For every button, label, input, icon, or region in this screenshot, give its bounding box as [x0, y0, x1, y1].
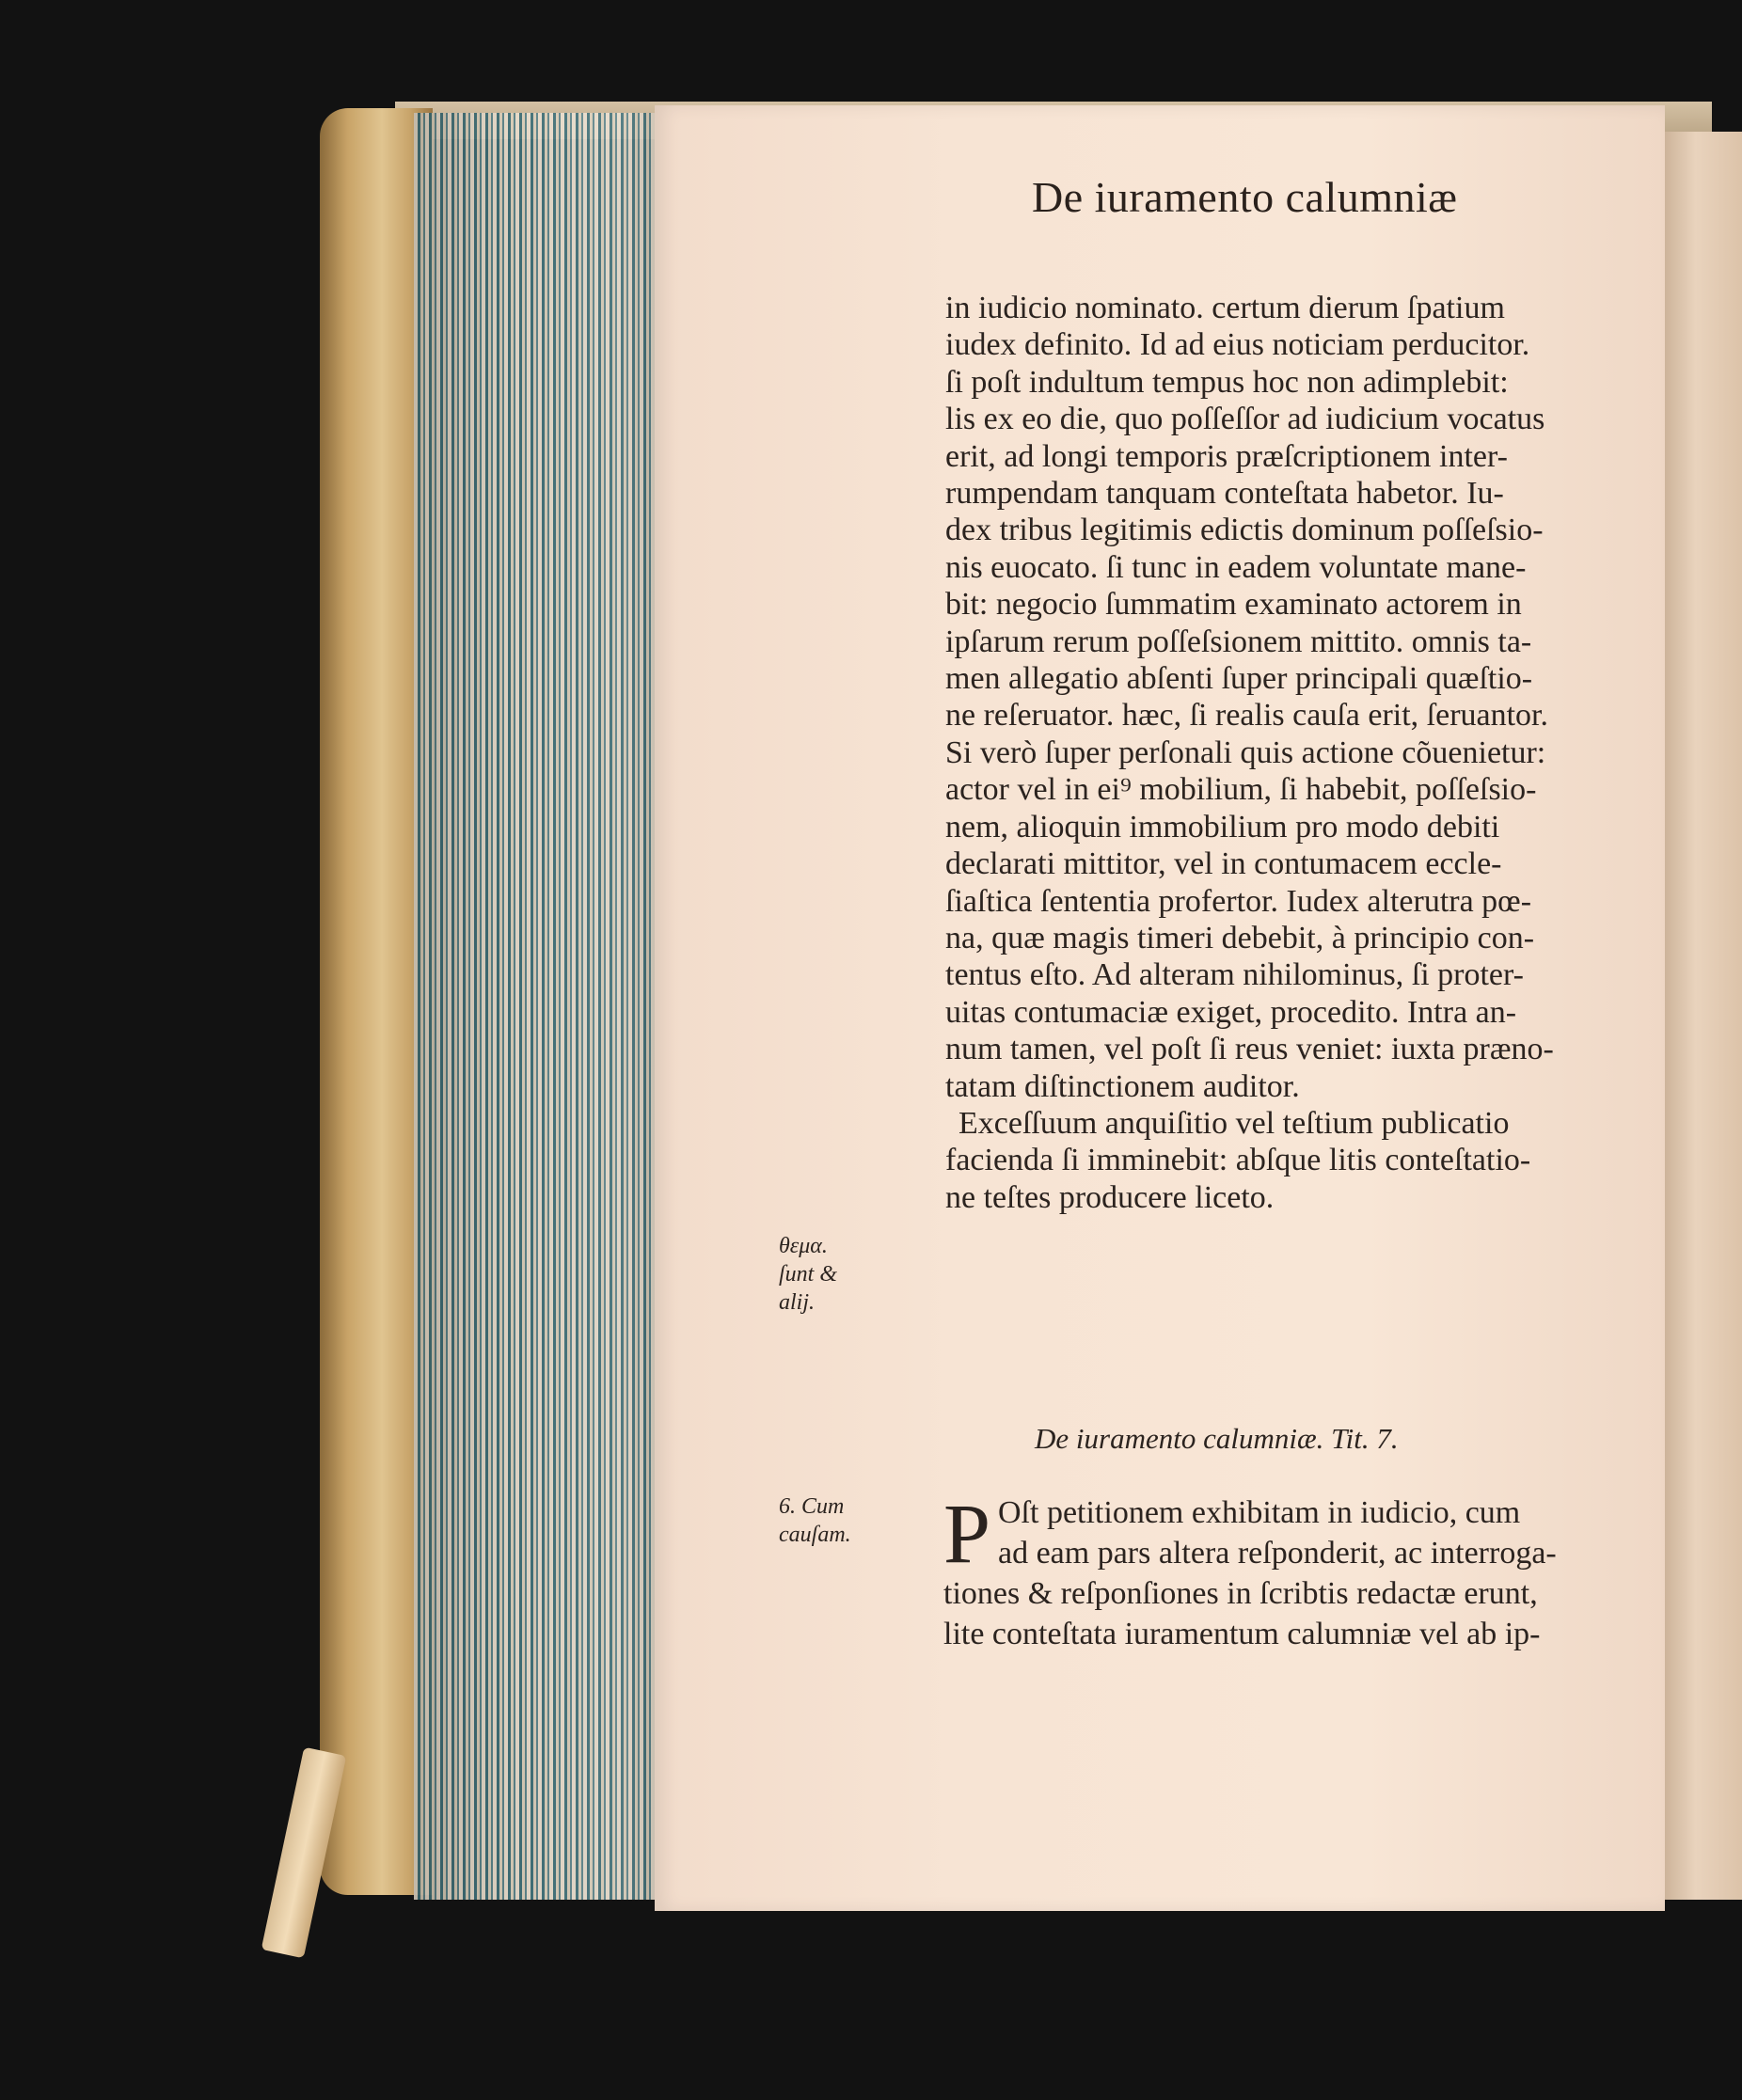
text-line: men allegatio abſenti ſuper principali quæſtio- — [945, 661, 1533, 697]
section-paragraph — [943, 1488, 1668, 1654]
margin-note-line: alij. — [779, 1290, 816, 1315]
text-line: nem, alioquin immobilium pro modo debiti — [945, 809, 1500, 845]
text-line: dex tribus legitimis edictis dominum poſſeſsio- — [945, 513, 1544, 548]
text-line: ne reſeruator. hæc, ſi realis cauſa erit, ſeruantor. — [945, 698, 1549, 734]
margin-note-line: θεμα. — [779, 1234, 828, 1258]
text-line: ad eam pars altera reſponderit, ac interroga- — [998, 1536, 1557, 1571]
text-line: na, quæ magis timeri debebit, à principio con- — [945, 920, 1535, 955]
text-line: lis ex eo die, quo poſſeſſor ad iudicium vocatus — [945, 402, 1545, 437]
body-paragraph — [945, 290, 1660, 1216]
text-line: bit: negocio ſummatim examinato actorem in — [945, 587, 1522, 623]
margin-note-line: 6. Cum — [779, 1494, 845, 1519]
text-line: ne teſtes producere liceto. — [945, 1179, 1275, 1215]
text-line: Si verò ſuper perſonali quis actione cõuenietur: — [945, 734, 1546, 770]
drop-capital: P — [943, 1488, 991, 1581]
text-line: Oſt petitionem exhibitam in iudicio, cum — [998, 1495, 1521, 1530]
text-line: nis euocato. ſi tunc in eadem voluntate mane- — [945, 549, 1527, 585]
page-fore-edge-shade — [414, 113, 658, 1900]
text-line: Exceſſuum anquiſitio vel teſtium publicatio — [958, 1105, 1510, 1141]
text-line: rumpendam tanquam conteſtata habetor. Iu- — [945, 476, 1504, 512]
margin-note-line: cauſam. — [779, 1523, 851, 1547]
text-line: erit, ad longi temporis præſcriptionem inter- — [945, 438, 1508, 474]
text-line: uitas contumaciæ exiget, procedito. Intra an- — [945, 994, 1517, 1030]
text-line: declarati mittitor, vel in contumacem eccle- — [945, 846, 1502, 882]
text-line: facienda ſi imminebit: abſque litis conteſtatio- — [945, 1143, 1531, 1178]
text-line: ſi poſt indultum tempus hoc non adimplebit: — [945, 364, 1509, 400]
opposite-page-edge — [1665, 132, 1742, 1900]
margin-note-2 — [779, 1492, 851, 1549]
text-line: tatam diſtinctionem auditor. — [945, 1068, 1300, 1104]
running-head: De iuramento calumniæ — [1032, 173, 1458, 221]
text-line: tiones & reſponſiones in ſcribtis redactæ erunt, — [943, 1576, 1538, 1611]
margin-note-line: ſunt & — [779, 1262, 838, 1287]
text-line: actor vel in ei⁹ mobilium, ſi habebit, poſſeſsio- — [945, 772, 1537, 808]
margin-note-1 — [779, 1232, 837, 1317]
text-line: num tamen, vel poſt ſi reus veniet: iuxta præno- — [945, 1032, 1554, 1067]
text-line: in iudicio nominato. certum dierum ſpatium — [945, 291, 1505, 325]
text-line: ſiaſtica ſententia profertor. Iudex alterutra pœ- — [945, 883, 1532, 919]
text-line: tentus eſto. Ad alteram nihilominus, ſi proter- — [945, 957, 1524, 993]
section-title: De iuramento calumniæ. Tit. 7. — [1035, 1422, 1399, 1455]
text-line: iudex definito. Id ad eius noticiam perducitor. — [945, 327, 1530, 363]
text-line: ipſarum rerum poſſeſsionem mittito. omnis ta- — [945, 624, 1532, 659]
text-line: lite conteſtata iuramentum calumniæ vel ab ip- — [943, 1617, 1541, 1651]
